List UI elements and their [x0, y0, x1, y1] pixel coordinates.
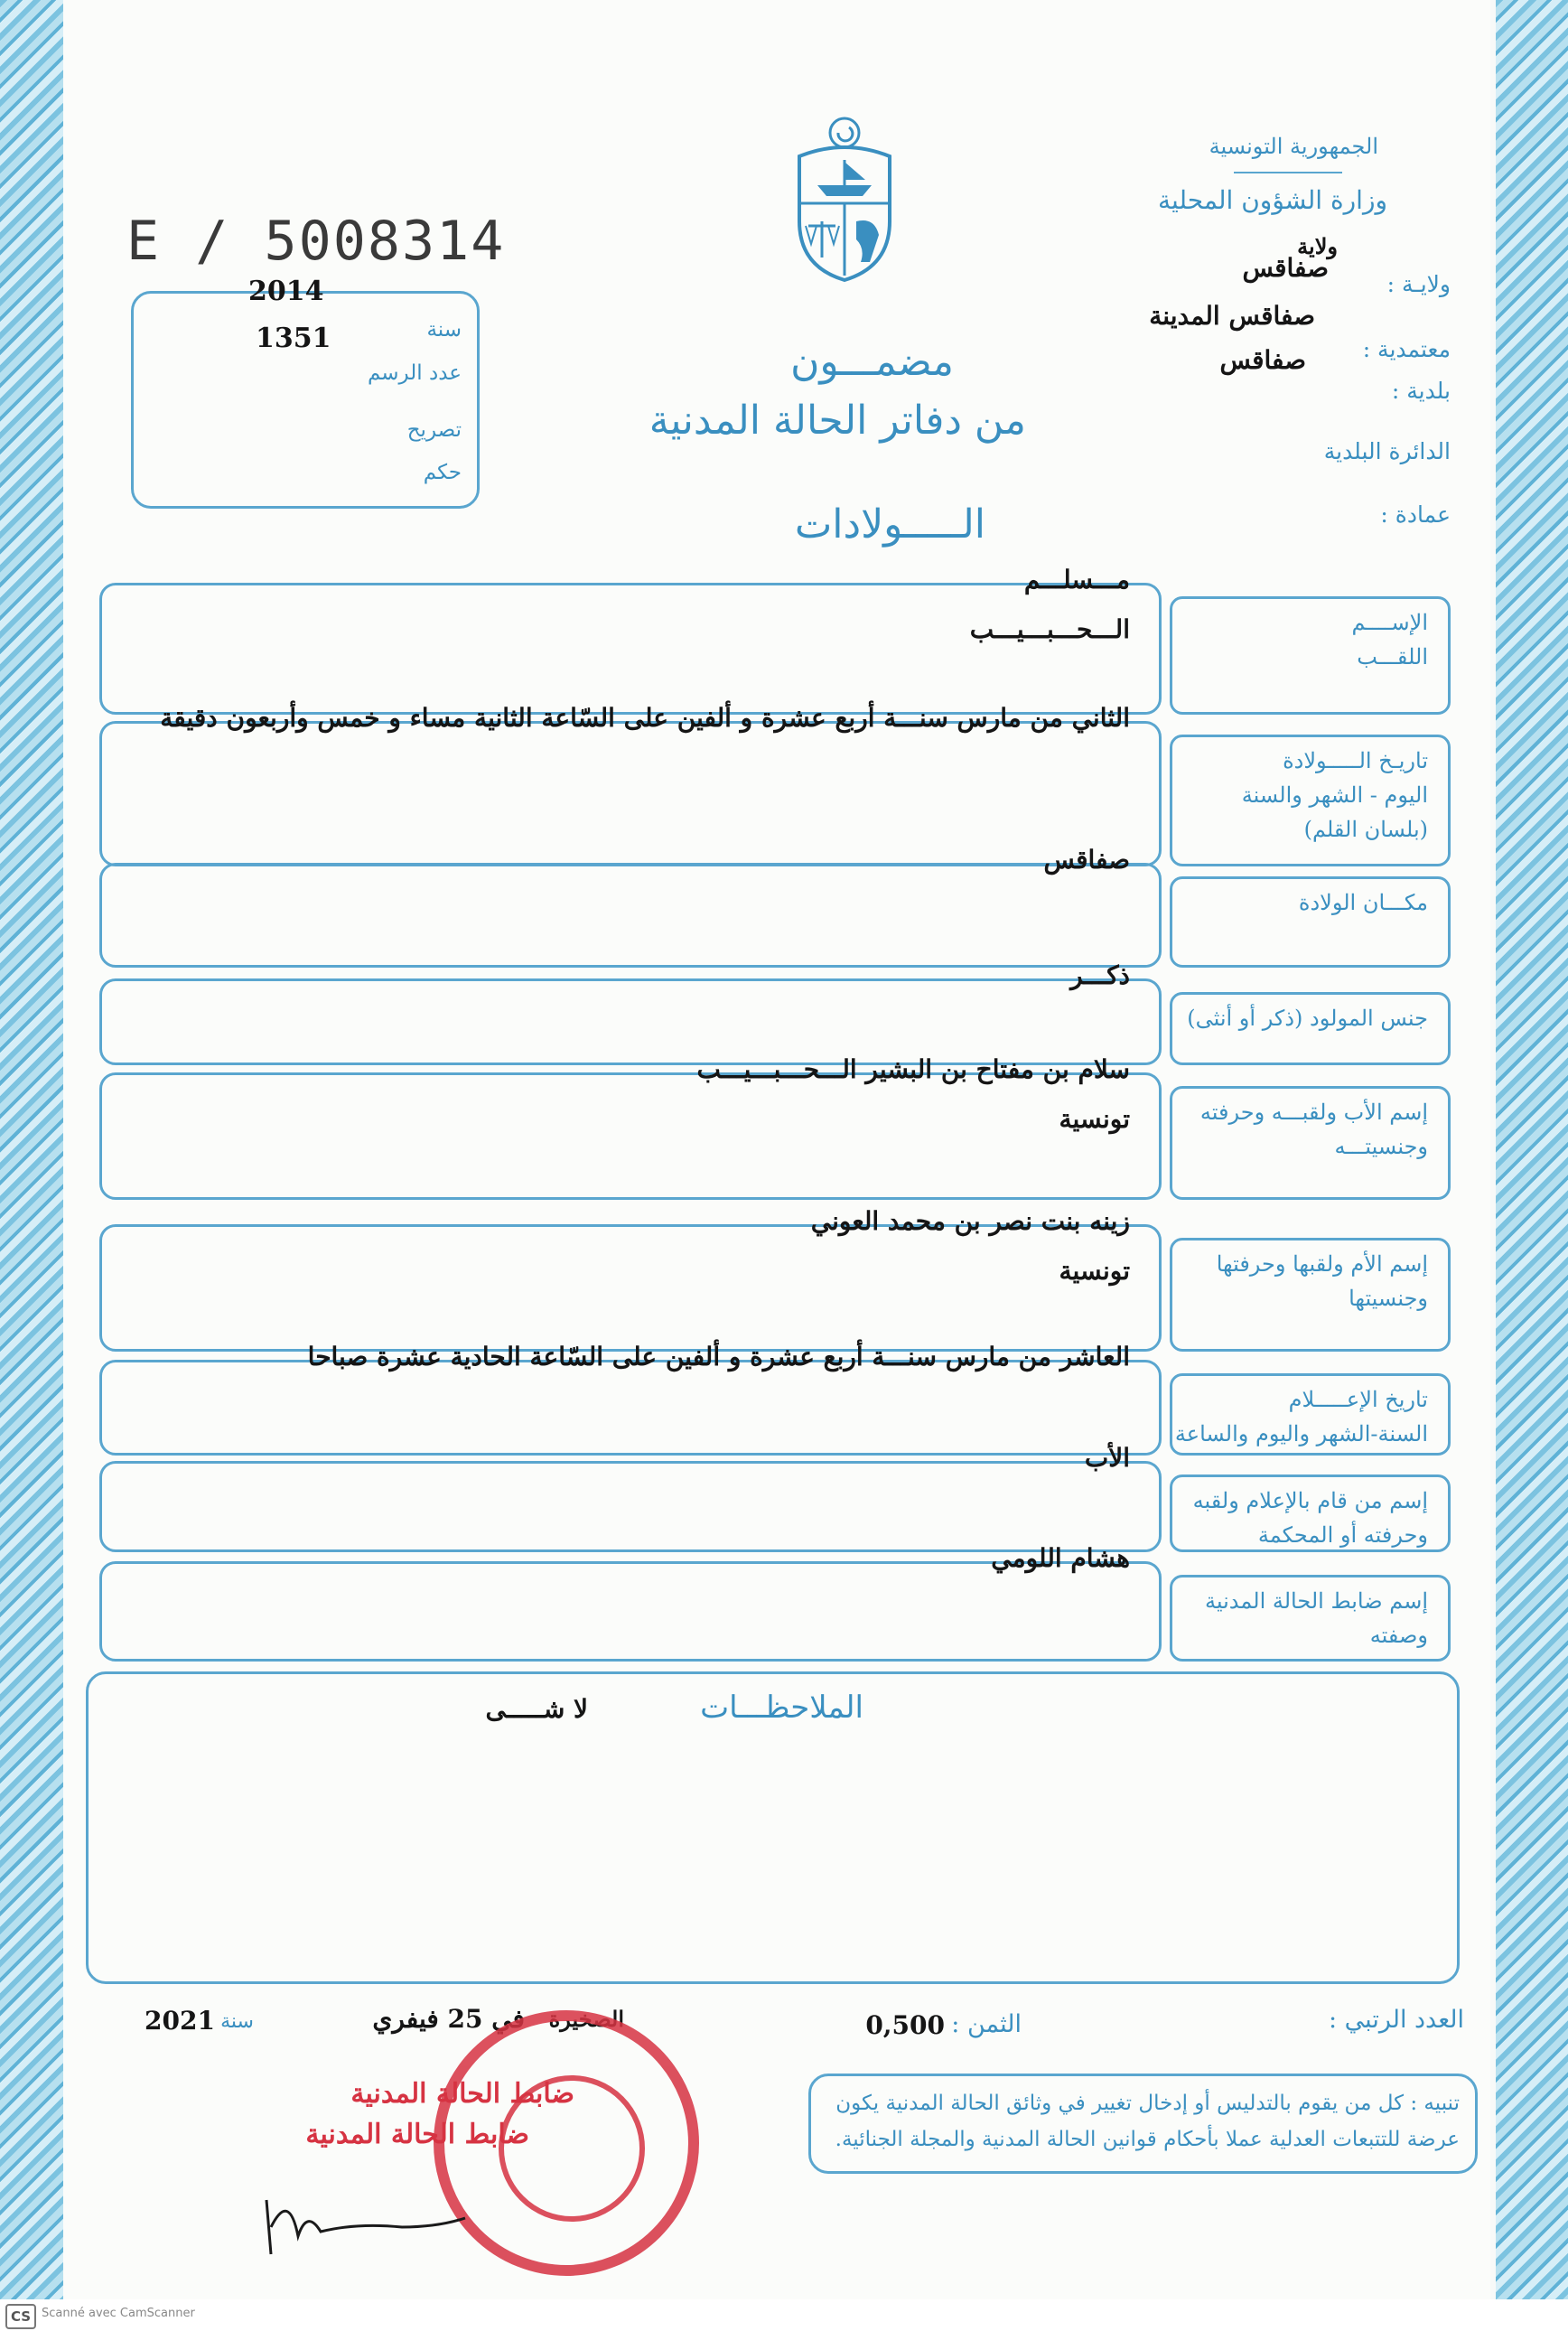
- row-value: سلام بن مفتاح بن البشير الـــحـــبـــيـــب: [696, 1054, 1130, 1084]
- row-value: هشام اللومي: [991, 1543, 1130, 1573]
- ministry-label: وزارة الشؤون المحلية: [1158, 185, 1387, 215]
- officer-stamp-line2: ضابط الحالة المدنية: [305, 2119, 529, 2150]
- decorative-border-right: [1496, 0, 1568, 2299]
- price-label: الثمن :: [951, 2010, 1022, 2038]
- wilaya-stamp: ولاية: [1297, 233, 1338, 259]
- row-label: (بلسان القلم): [1303, 817, 1428, 842]
- footer-year-label: سنة: [220, 2010, 254, 2033]
- decorative-border-left: [0, 0, 63, 2299]
- row-value: الثاني من مارس سنـــة أربع عشرة و ألفين على السّاعة الثانية مساء و خمس وأربعون دقيقة: [160, 703, 1130, 733]
- row-label: إسم الأب ولقبـــه وحرفته: [1199, 1100, 1428, 1125]
- row-label: اليوم - الشهر والسنة: [1241, 782, 1428, 808]
- row-value-box: [99, 1224, 1162, 1352]
- row-label: وجنسيتـــه: [1334, 1134, 1428, 1159]
- row-label: تاريـخ الـــــولادة: [1283, 748, 1428, 773]
- da2ira-label: الدائرة البلدية: [1323, 438, 1451, 464]
- document-type: الـــــولادات: [794, 501, 985, 548]
- row-value: مـــسلـــم: [1023, 565, 1130, 594]
- declaration-label: تصريح: [406, 418, 462, 442]
- row-label: مكـــان الولادة: [1298, 890, 1428, 915]
- row-value-box: [99, 1360, 1162, 1456]
- header-divider: [1234, 172, 1342, 173]
- row-value: تونسية: [1059, 1104, 1130, 1134]
- footer-year-value: 2021: [145, 2006, 215, 2036]
- mo3tamadia-value: صفاقس المدينة: [1149, 301, 1315, 331]
- officer-stamp-line1: ضابط الحالة المدنية: [350, 2078, 574, 2110]
- remarks-value: لا شـــــى: [485, 1694, 588, 1724]
- row-value-box: [99, 1461, 1162, 1552]
- republic-label: الجمهورية التونسية: [1209, 134, 1378, 159]
- tunisia-coat-of-arms-icon: [786, 113, 903, 285]
- signature-icon: [257, 2164, 483, 2263]
- row-label: وصفته: [1369, 1623, 1428, 1648]
- document-title: مضمـــون: [790, 339, 954, 385]
- serial-number-label: العدد الرتبي :: [1328, 2006, 1464, 2034]
- year-label: سنة: [426, 318, 462, 342]
- row-value: تونسية: [1059, 1256, 1130, 1286]
- row-label: وحرفته أو المحكمة: [1257, 1522, 1428, 1548]
- serial-number: E / 5008314: [126, 210, 506, 273]
- act-number-value: 1351: [256, 323, 331, 354]
- row-label: إسم الأم ولقبها وحرفتها: [1216, 1251, 1428, 1277]
- row-label: وجنسيتها: [1349, 1286, 1428, 1311]
- baladia-label: بلدية :: [1391, 378, 1451, 404]
- document-subtitle: من دفاتر الحالة المدنية: [649, 398, 1026, 444]
- row-label: الإســــم: [1351, 610, 1428, 635]
- row-value: زينه بنت نصر بن محمد العوني: [810, 1206, 1130, 1236]
- mo3tamadia-label: معتمدية :: [1362, 336, 1451, 362]
- row-label: السنة-الشهر واليوم والساعة: [1174, 1421, 1428, 1446]
- row-label: إسم ضابط الحالة المدنية: [1205, 1588, 1428, 1614]
- warning-text: تنبيه : كل من يقوم بالتدليس أو إدخال تغيير في وثائق الحالة المدنية يكون عرضة للتتبعات العدلية عملا بأحكام قوانين الحالة المدنية والمجلة الجنائية.: [835, 2092, 1460, 2151]
- row-value: الـــحـــبـــيـــب: [969, 614, 1130, 644]
- row-label: جنس المولود (ذكر أو أنثى): [1187, 1006, 1428, 1031]
- row-value-box: [99, 863, 1162, 968]
- baladia-value: صفاقس: [1219, 345, 1306, 375]
- row-value-box: [99, 721, 1162, 866]
- year-value: 2014: [248, 276, 324, 307]
- row-label: اللقـــب: [1357, 644, 1428, 669]
- wilaya-label: ولايـة :: [1386, 271, 1451, 297]
- scanner-text: Scanné avec CamScanner: [42, 2307, 195, 2320]
- act-number-label: عدد الرسم: [367, 361, 462, 385]
- row-value: ذكـــر: [1070, 960, 1130, 990]
- place-label: الصخيرة: [548, 2006, 624, 2032]
- row-value-box: [99, 978, 1162, 1065]
- remarks-label: الملاحظـــات: [700, 1690, 863, 1726]
- row-value-box: [99, 1561, 1162, 1662]
- price-value: 0,500: [865, 2010, 945, 2040]
- scanner-footer: [0, 2299, 1568, 2331]
- row-value-box: [99, 1072, 1162, 1200]
- row-value: العاشر من مارس سنـــة أربع عشرة و ألفين على السّاعة الحادية عشرة صباحا: [307, 1342, 1130, 1371]
- judgment-label: حكم: [423, 461, 462, 484]
- 3imada-label: عمادة :: [1380, 501, 1451, 528]
- wilaya-value: صفاقس: [1242, 253, 1329, 283]
- row-value-box: [99, 583, 1162, 715]
- row-value: الأب: [1084, 1443, 1130, 1473]
- row-label: إسم من قام بالإعلام ولقبه: [1192, 1488, 1428, 1513]
- row-value: صفاقس: [1043, 845, 1130, 875]
- date-value: في 25 فيفري: [372, 2004, 525, 2034]
- camscanner-logo-icon: CS: [5, 2304, 36, 2329]
- row-label: تاريخ الإعـــــلام: [1288, 1387, 1428, 1412]
